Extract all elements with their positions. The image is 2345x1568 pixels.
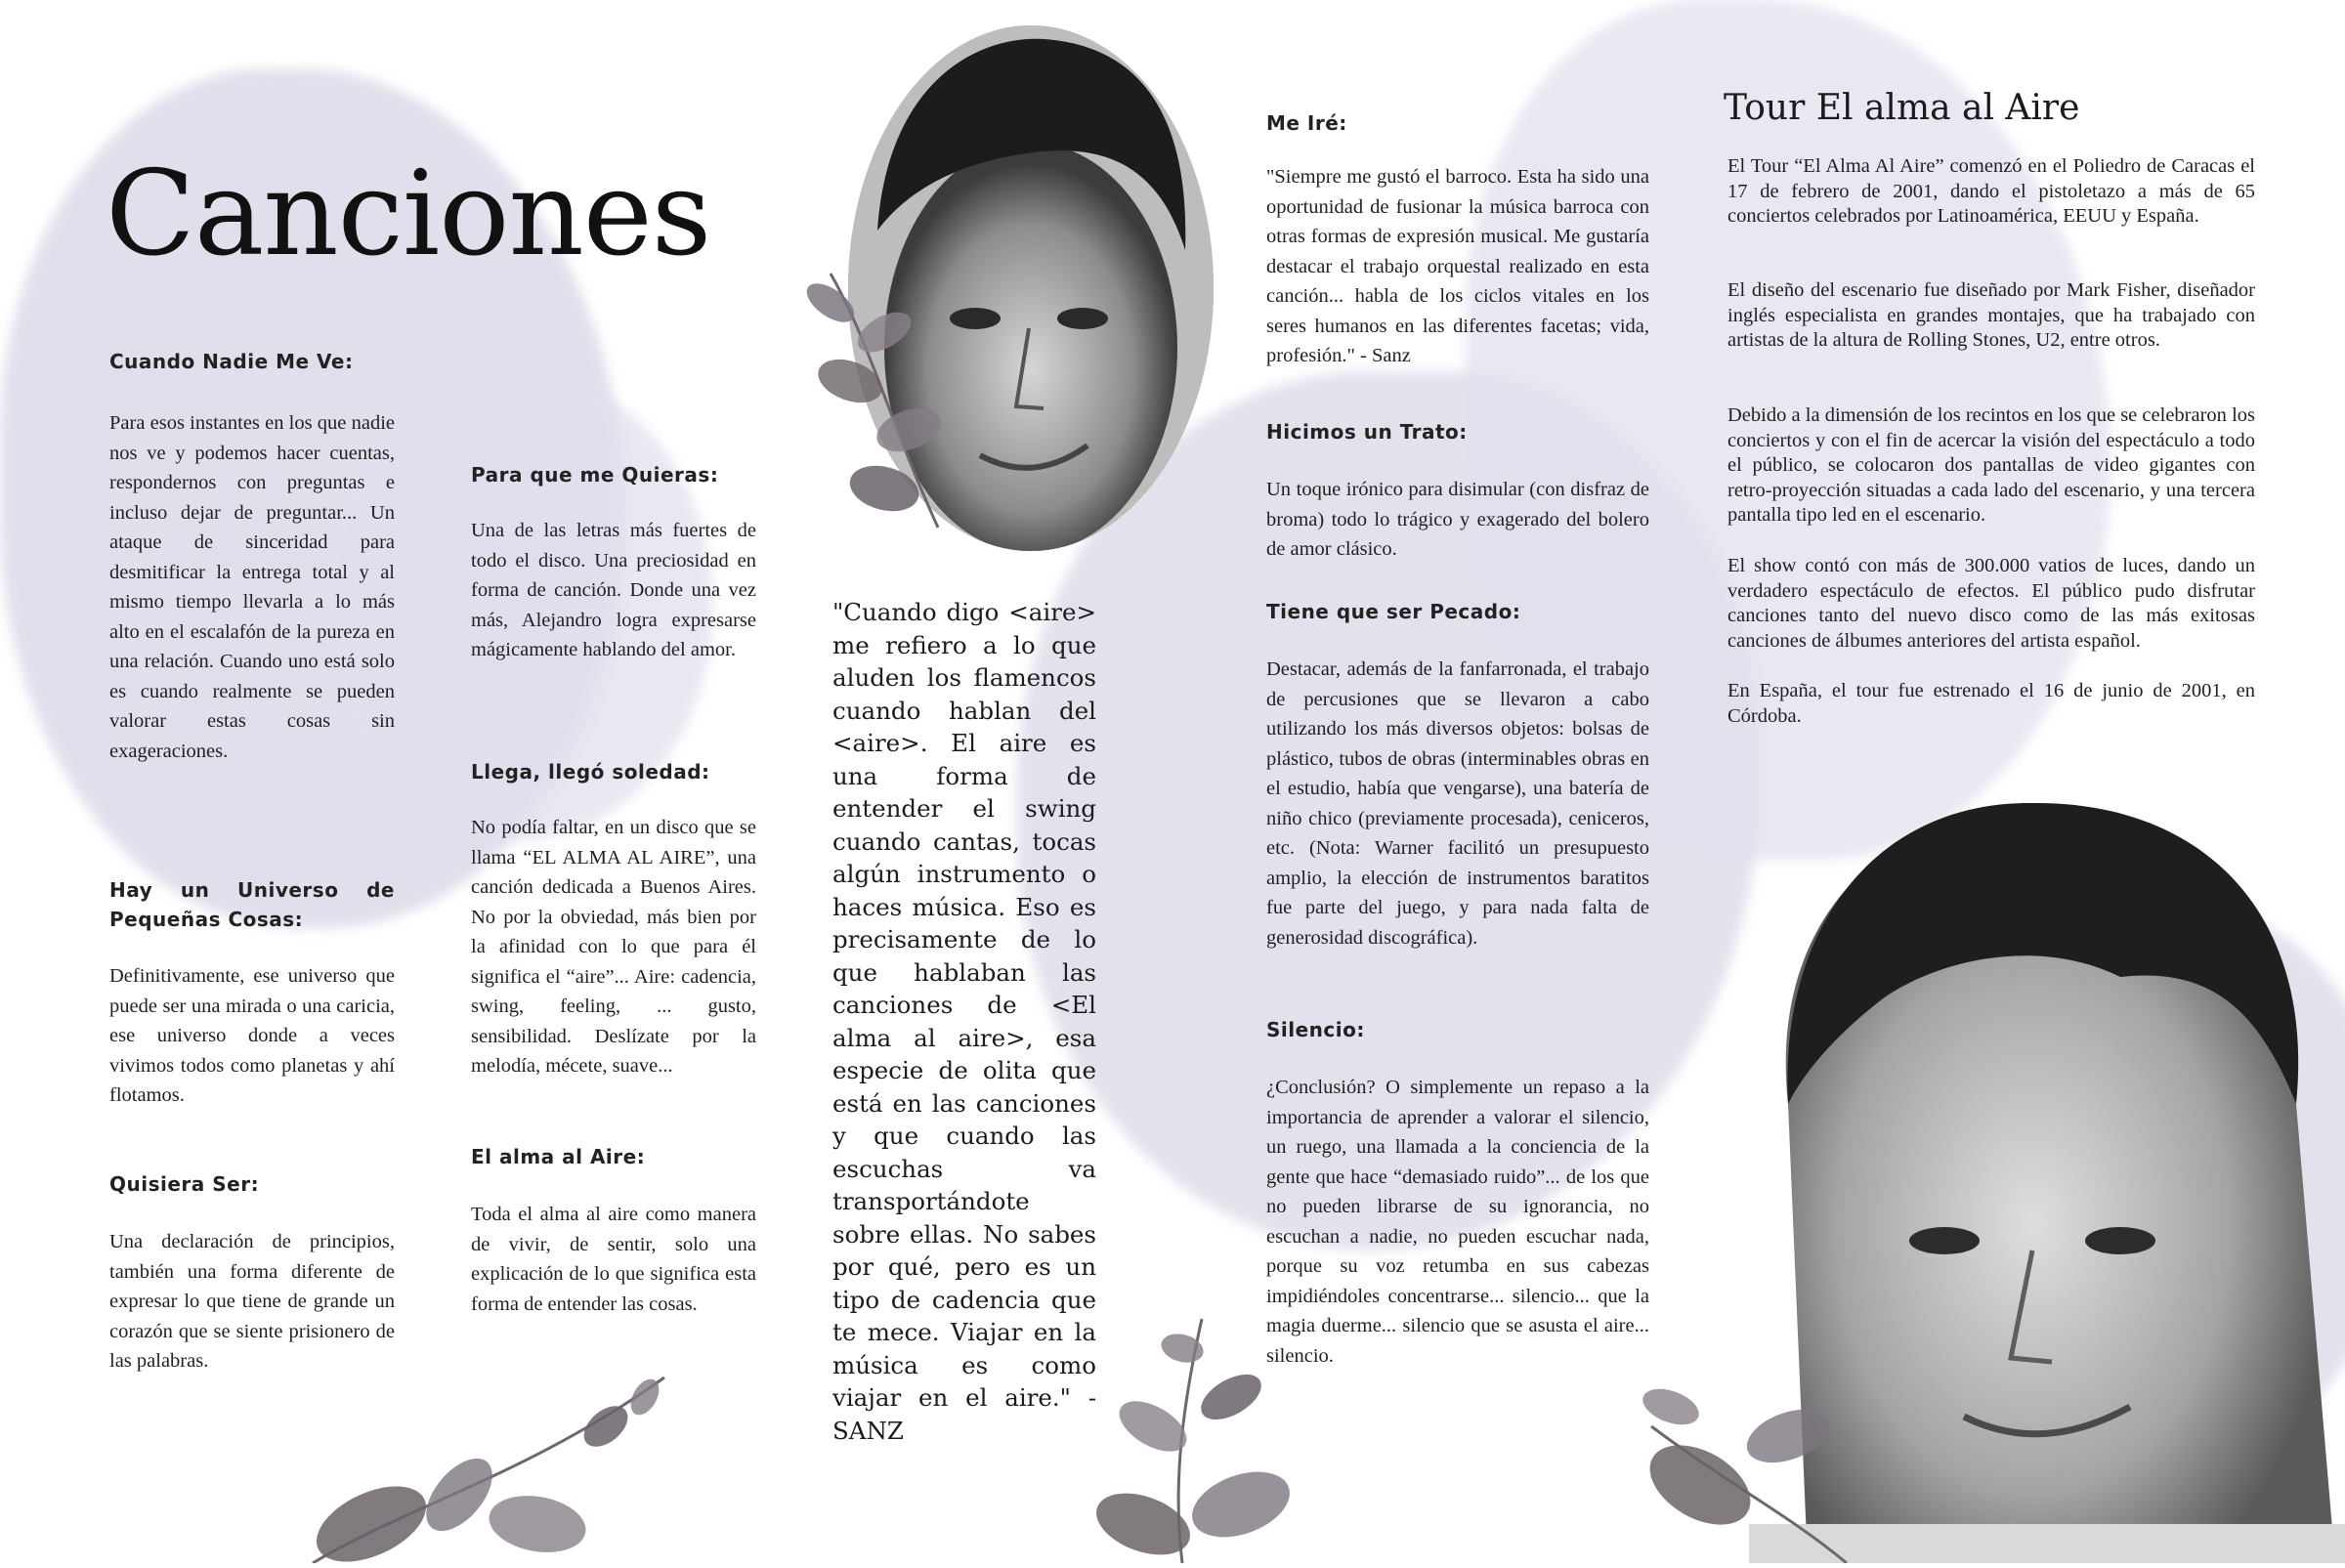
tour-paragraph: El Tour “El Alma Al Aire” comenzó en el Poliedro de Caracas el 17 de febrero de 2001, dando el pistoletazo a más de 65 conciertos celebrados por Latinoamérica, EEUU y España.: [1727, 155, 2255, 227]
tour-paragraph: En España, el tour fue estrenado el 16 de junio de 2001, en Córdoba.: [1727, 680, 2255, 727]
eucalyptus-leaves-bottom-right: [1612, 1368, 1866, 1568]
song-heading: Hay un Universo de Pequeñas Cosas:: [109, 878, 395, 931]
song-heading: Cuando Nadie Me Ve:: [109, 350, 354, 373]
song-heading: Para que me Quieras:: [471, 463, 719, 487]
song-text: Para esos instantes en los que nadie nos ve y podemos hacer cuentas, respondernos con preguntas e incluso dejar de preguntar... Un ataque de sinceridad para desmitificar la entrega total y al mismo tiempo llevarla a lo más alto en el escalafón de la pureza en una relación. Cuando uno está solo es cuando realmente se pueden valorar estas cosas sin exageraciones.: [109, 412, 395, 762]
song-text: Toda el alma al aire como manera de vivir, de sentir, solo una explicación de lo que significa esta forma de entender las cosas.: [471, 1204, 756, 1315]
song-heading: Me Iré:: [1266, 111, 1347, 135]
eucalyptus-leaves-bottom-center: [1036, 1309, 1309, 1568]
tour-paragraph: El diseño del escenario fue diseñado por Mark Fisher, diseñador inglés especialista en grandes montajes, que ha trabajado con artistas de la altura de Rolling Stones, U2, entre otros.: [1727, 279, 2255, 351]
song-heading: Silencio:: [1266, 1018, 1365, 1041]
eucalyptus-leaves-top: [791, 264, 967, 542]
song-text: "Siempre me gustó el barroco. Esta ha sido una oportunidad de fusionar la música barroca con otras formas de expresión musical. Me gustaría destacar el trabajo orquestal realizado en esta canción... habla de los ciclos vitales en los seres humanos en las diferentes facetas; vida, profesión." - Sanz: [1266, 166, 1649, 366]
tour-title: Tour El alma al Aire: [1724, 88, 2080, 128]
song-text: Una de las letras más fuertes de todo el disco. Una preciosidad en forma de canción. Donde una vez más, Alejandro logra expresarse mágicamente hablando del amor.: [471, 520, 756, 660]
artist-quote: "Cuando digo <aire> me refiero a lo que aluden los flamencos cuando hablan del <aire>. El aire es una forma de entender el swing cuando cantas, tocas algún instrumento o haces música. Eso es precisamente de lo que hablaban las canciones de <El alma al aire>, esa especie de olita que está en las canciones y que cuando las escuchas va transportándote sobre ellas. No sabes por qué, pero es un tipo de cadencia que te mece. Viajar en la música es como viajar en el aire." - SANZ: [832, 598, 1096, 1445]
song-heading: El alma al Aire:: [471, 1145, 646, 1168]
song-text: Definitivamente, ese universo que puede ser una mirada o una caricia, ese universo donde a veces vivimos todos como planetas y ahí flotamos.: [109, 965, 395, 1106]
tour-paragraph: El show contó con más de 300.000 vatios de luces, dando un verdadero espectáculo de efectos. El público pudo disfrutar canciones tanto del nuevo disco como de las más exitosas canciones de álbumes anteriores del artista español.: [1727, 555, 2255, 652]
page-title: Canciones: [106, 147, 711, 282]
song-text: ¿Conclusión? O simplemente un repaso a la importancia de aprender a valorar el silencio, un ruego, una llamada a la conciencia de la gente que hace “demasiado ruido”... de los que no pueden librarse de su ignorancia, no escuchan a nadie, no pueden escuchar nada, porque su voz retumba en sus cabezas impidiéndoles concentrarse... silencio... que la magia duerme... silencio que se asusta el aire... silencio.: [1266, 1077, 1649, 1367]
eucalyptus-leaves-bottom-left: [293, 1358, 684, 1568]
song-text: Una declaración de principios, también una forma diferente de expresar lo que tiene de grande un corazón que se siente prisionero de las palabras.: [109, 1231, 395, 1372]
song-text: Un toque irónico para disimular (con disfraz de broma) todo lo trágico y exagerado del bolero de amor clásico.: [1266, 479, 1649, 560]
song-heading: Quisiera Ser:: [109, 1172, 260, 1196]
song-heading: Hicimos un Trato:: [1266, 420, 1468, 444]
tour-paragraph: Debido a la dimensión de los recintos en los que se celebraron los conciertos y con el fin de acercar la visión del espectáculo a todo el público, se colocaron dos pantallas de video gigantes con retro-proyección situadas a cada lado del escenario, y una tercera pantalla tipo led en el escenario.: [1727, 404, 2255, 526]
song-heading: Llega, llegó soledad:: [471, 760, 710, 784]
song-heading: Tiene que ser Pecado:: [1266, 600, 1521, 623]
song-text: Destacar, además de la fanfarronada, el trabajo de percusiones que se llevaron a cabo utilizando los más diversos objetos: bolsas de plástico, tubos de obras (interminables obras en el estudio, había que vengarse), una batería de niño chico (previamente procesada), ceniceros, etc. (Nota: Warner facilitó un presupuesto amplio, la elección de instrumentos baratitos fue parte del juego, y para nada falta de generosidad discográfica).: [1266, 658, 1649, 949]
song-text: No podía faltar, en un disco que se llama “EL ALMA AL AIRE”, una canción dedicada a Buenos Aires. No por la obviedad, más bien por la afinidad con lo que para él significa el “aire”... Aire: cadencia, swing, feeling, ... gusto, sensibilidad. Deslízate por la melodía, mécete, suave...: [471, 817, 756, 1077]
